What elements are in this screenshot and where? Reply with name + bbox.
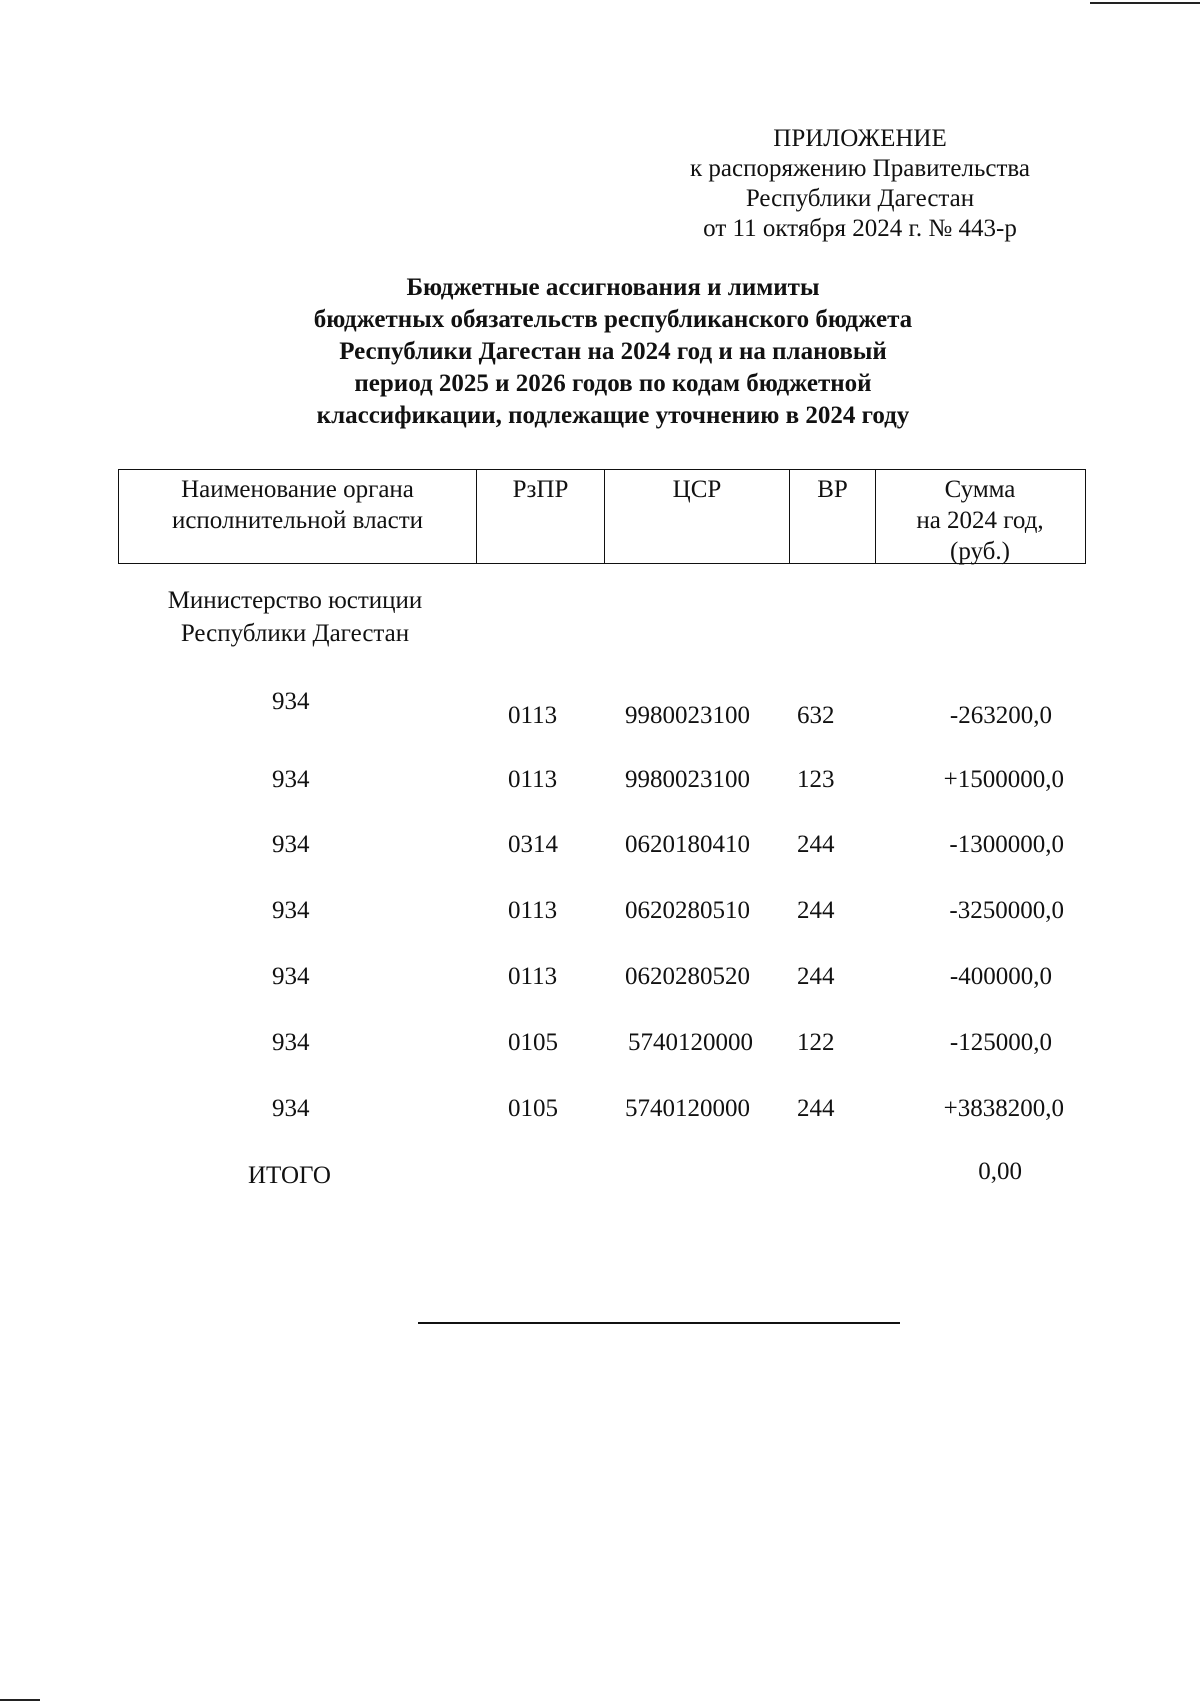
header-sum-line: на 2024 год, — [916, 507, 1044, 534]
cell-vr: 244 — [797, 831, 835, 858]
closing-rule — [418, 1322, 900, 1324]
header-rzpr — [477, 470, 605, 563]
cell-code: 934 — [272, 766, 310, 793]
cell-rzpr: 0105 — [508, 1029, 558, 1056]
appendix-block — [640, 124, 1080, 244]
organization-name-line: Республики Дагестан — [180, 620, 410, 647]
appendix-line: к распоряжению Правительства — [689, 155, 1030, 182]
cell-vr: 244 — [797, 963, 835, 990]
table-row — [0, 1095, 1200, 1129]
header-sum — [876, 470, 1084, 563]
appendix-title: ПРИЛОЖЕНИЕ — [773, 125, 947, 152]
cell-vr: 122 — [797, 1029, 835, 1056]
header-rzpr-label: РзПР — [512, 476, 569, 503]
cell-rzpr: 0113 — [508, 897, 558, 924]
cell-sum: +1500000,0 — [943, 766, 1064, 793]
organization-name — [140, 584, 450, 650]
cell-code: 934 — [272, 963, 310, 990]
cell-csr: 9980023100 — [625, 766, 750, 793]
document-title — [213, 272, 1013, 432]
table-row — [0, 1029, 1200, 1063]
appendix-line: Республики Дагестан — [745, 185, 975, 212]
cell-code: 934 — [272, 1029, 310, 1056]
title-line: период 2025 и 2026 годов по кодам бюджетной — [354, 370, 872, 397]
table-row — [0, 831, 1200, 865]
cell-csr: 0620180410 — [625, 831, 750, 858]
cell-code: 934 — [272, 1095, 310, 1122]
cell-csr: 0620280520 — [625, 963, 750, 990]
scan-edge-mark — [0, 1699, 40, 1701]
table-row — [0, 897, 1200, 931]
cell-code: 934 — [272, 688, 310, 715]
cell-rzpr: 0314 — [508, 831, 558, 858]
title-line: Бюджетные ассигнования и лимиты — [406, 274, 820, 301]
cell-vr: 244 — [797, 897, 835, 924]
header-sum-line: (руб.) — [950, 538, 1010, 565]
cell-rzpr: 0113 — [508, 963, 558, 990]
cell-vr: 244 — [797, 1095, 835, 1122]
cell-csr: 9980023100 — [625, 702, 750, 729]
header-vr-label: ВР — [817, 476, 848, 503]
cell-code: 934 — [272, 831, 310, 858]
total-label: ИТОГО — [248, 1162, 331, 1189]
cell-vr: 632 — [797, 702, 835, 729]
cell-sum: -263200,0 — [949, 702, 1052, 729]
cell-sum: +3838200,0 — [943, 1095, 1064, 1122]
header-vr — [790, 470, 876, 563]
header-org-line: Наименование органа — [181, 476, 414, 503]
cell-code: 934 — [272, 897, 310, 924]
title-line: Республики Дагестан на 2024 год и на плановый — [339, 338, 887, 365]
title-line: классификации, подлежащие уточнению в 2024 году — [316, 402, 910, 429]
total-sum: 0,00 — [978, 1158, 1022, 1185]
cell-sum: -400000,0 — [949, 963, 1052, 990]
header-csr — [605, 470, 790, 563]
table-row — [0, 766, 1200, 800]
cell-rzpr: 0113 — [508, 702, 558, 729]
title-line: бюджетных обязательств республиканского бюджета — [313, 306, 913, 333]
cell-csr: 5740120000 — [628, 1029, 753, 1056]
cell-csr: 5740120000 — [625, 1095, 750, 1122]
table-row — [0, 963, 1200, 997]
header-org-line: исполнительной власти — [171, 507, 424, 534]
cell-sum: -125000,0 — [949, 1029, 1052, 1056]
organization-name-line: Министерство юстиции — [167, 587, 423, 614]
header-csr-label: ЦСР — [672, 476, 722, 503]
header-sum-line: Сумма — [944, 476, 1016, 503]
cell-sum: -1300000,0 — [949, 831, 1064, 858]
cell-sum: -3250000,0 — [949, 897, 1064, 924]
cell-rzpr: 0113 — [508, 766, 558, 793]
scan-edge-mark — [1090, 2, 1200, 4]
table-header — [118, 469, 1086, 564]
table-row — [0, 688, 1200, 736]
cell-vr: 123 — [797, 766, 835, 793]
appendix-date-number: от 11 октября 2024 г. № 443-р — [703, 215, 1017, 242]
cell-rzpr: 0105 — [508, 1095, 558, 1122]
header-org — [119, 470, 477, 563]
cell-csr: 0620280510 — [625, 897, 750, 924]
